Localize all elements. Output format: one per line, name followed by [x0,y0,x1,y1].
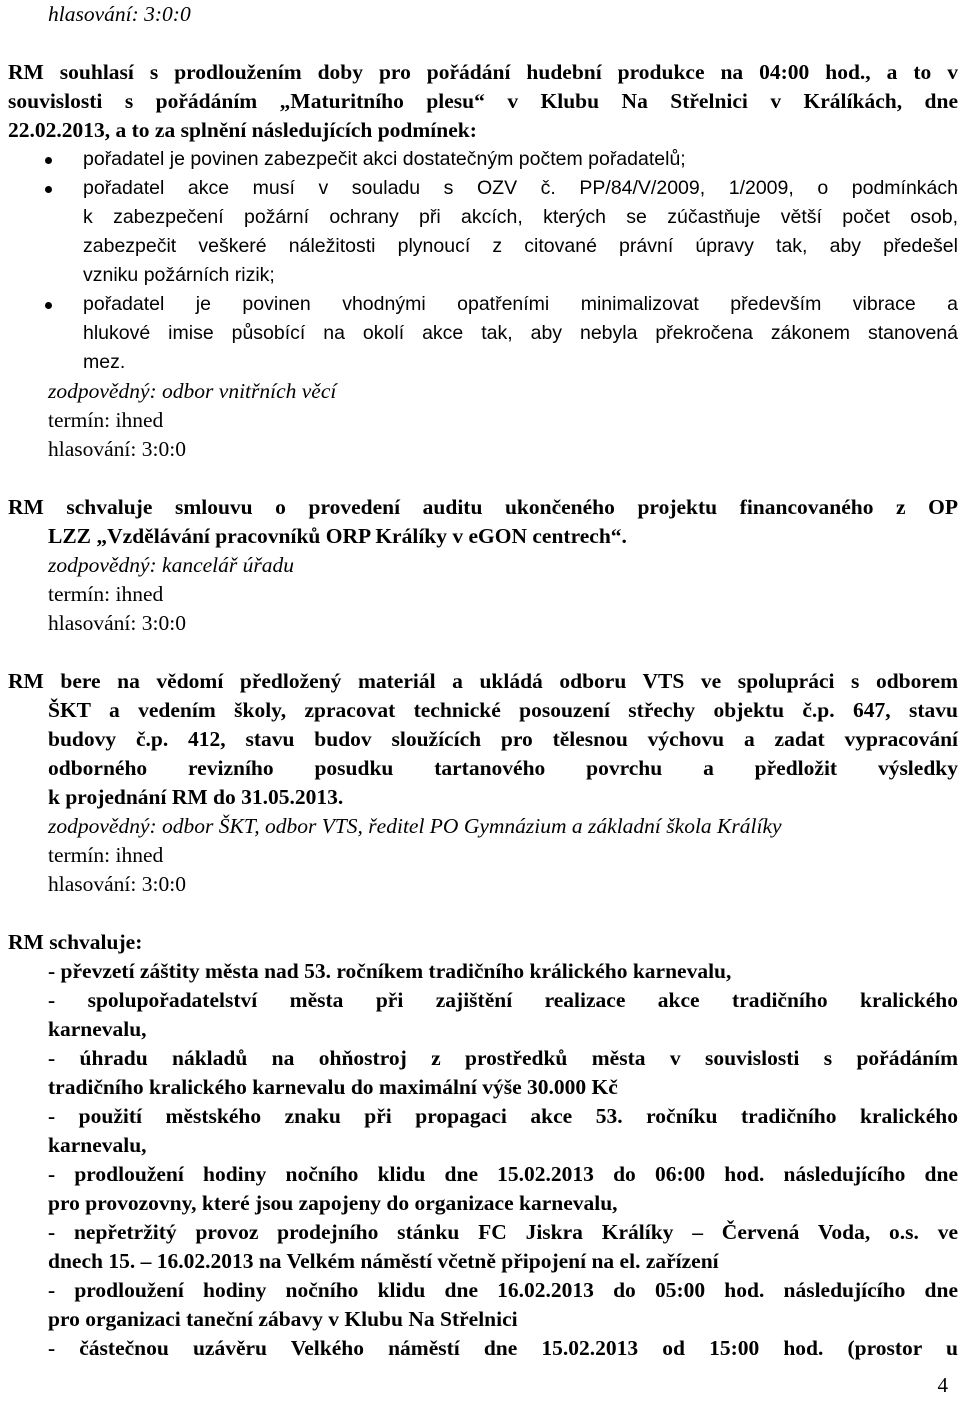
responsible-line: zodpovědný: kancelář úřadu [48,553,294,577]
condition-text: pořadatel akce musí v souladu s OZV č. PP/84/V/2009, 1/2009, o podmínkách [83,177,958,199]
condition-item [83,174,958,203]
resolution-vts-skt [8,667,958,899]
approval-item: pro provozovny, které jsou zapojeny do organizace karnevalu, [48,1191,618,1215]
resolution-audit [8,493,958,638]
deadline-line: termín: ihned [48,582,164,606]
resolution-text: RM souhlasí s prodloužením doby pro pořádání hudební produkce na 04:00 hod., a to v [8,60,958,84]
condition-text: zabezpečit veškeré náležitosti plynoucí z citované právní úpravy tak, aby předešel [83,235,958,257]
resolution-text: ŠKT a vedením školy, zpracovat technické posouzení střechy objektu č.p. 647, stavu [48,698,958,722]
condition-text: mez. [83,351,126,373]
approval-item: - nepřetržitý provoz prodejního stánku FC Jiskra Králíky – Červená Voda, o.s. ve [48,1220,958,1244]
deadline-line: termín: ihned [48,843,164,867]
resolution-text: RM schvaluje smlouvu o provedení auditu ukončeného projektu financovaného z OP [8,495,958,519]
condition-item [83,145,958,174]
approval-item: karnevalu, [48,1017,147,1041]
approval-item: - prodloužení hodiny nočního klidu dne 16.02.2013 do 05:00 hod. následujícího dne [48,1278,958,1302]
resolution-heading: RM schvaluje: [8,930,143,954]
condition-text: pořadatel je povinen vhodnými opatřeními minimalizovat především vibrace a [83,293,958,315]
page-number: 4 [937,1373,948,1397]
approval-item: tradičního kralického karnevalu do maximální výše 30.000 Kč [48,1075,618,1099]
approval-item: pro organizaci taneční zábavy v Klubu Na Střelnici [48,1307,518,1331]
responsible-line: zodpovědný: odbor vnitřních věcí [48,379,337,403]
condition-text: k zabezpečení požární ochrany při akcích, kterých se zúčastňuje větší počet osob, [83,206,958,228]
condition-text: pořadatel je povinen zabezpečit akci dostatečným počtem pořadatelů; [83,148,686,170]
responsible-line: zodpovědný: odbor ŠKT, odbor VTS, ředitel PO Gymnázium a základní škola Králíky [48,814,782,838]
condition-text: hlukové imise působící na okolí akce tak, aby nebyla překročena zákonem stanovená [83,322,958,344]
approval-item: - použití městského znaku při propagaci akce 53. ročníku tradičního kralického [48,1104,958,1128]
resolution-karneval [8,928,958,1363]
condition-text: vzniku požárních rizik; [83,264,275,286]
deadline-line: termín: ihned [48,408,164,432]
approval-item: dnech 15. – 16.02.2013 na Velkém náměstí včetně připojení na el. zařízení [48,1249,719,1273]
resolution-text: LZZ „Vzdělávání pracovníků ORP Králíky v eGON centrech“. [48,524,627,548]
vote-line: hlasování: 3:0:0 [48,2,191,26]
condition-item [83,290,958,319]
approval-item: - úhradu nákladů na ohňostroj z prostředků města v souvislosti s pořádáním [48,1046,958,1070]
approval-item: - částečnou uzávěru Velkého náměstí dne 15.02.2013 od 15:00 hod. (prostor u [48,1336,958,1360]
resolution-text: budovy č.p. 412, stavu budov sloužících pro tělesnou výchovu a zadat vypracování [48,727,958,751]
resolution-text: souvislosti s pořádáním „Maturitního plesu“ v Klubu Na Střelnici v Králíkách, dne [8,89,958,113]
approval-item: karnevalu, [48,1133,147,1157]
vote-line: hlasování: 3:0:0 [48,872,186,896]
approval-item: - spolupořadatelství města při zajištění realizace akce tradičního kralického [48,988,958,1012]
approval-item: - prodloužení hodiny nočního klidu dne 15.02.2013 do 06:00 hod. následujícího dne [48,1162,958,1186]
resolution-text: odborného revizního posudku tartanového povrchu a předložit výsledky [48,756,958,780]
resolution-text: k projednání RM do 31.05.2013. [48,785,344,809]
vote-line: hlasování: 3:0:0 [48,437,186,461]
resolution-text: RM bere na vědomí předložený materiál a ukládá odboru VTS ve spolupráci s odborem [8,669,958,693]
vote-line: hlasování: 3:0:0 [48,611,186,635]
resolution-maturitni-ples [8,58,958,464]
approval-item: - převzetí záštity města nad 53. ročníkem tradičního králického karnevalu, [48,959,732,983]
resolution-text: 22.02.2013, a to za splnění následujících podmínek: [8,118,477,142]
